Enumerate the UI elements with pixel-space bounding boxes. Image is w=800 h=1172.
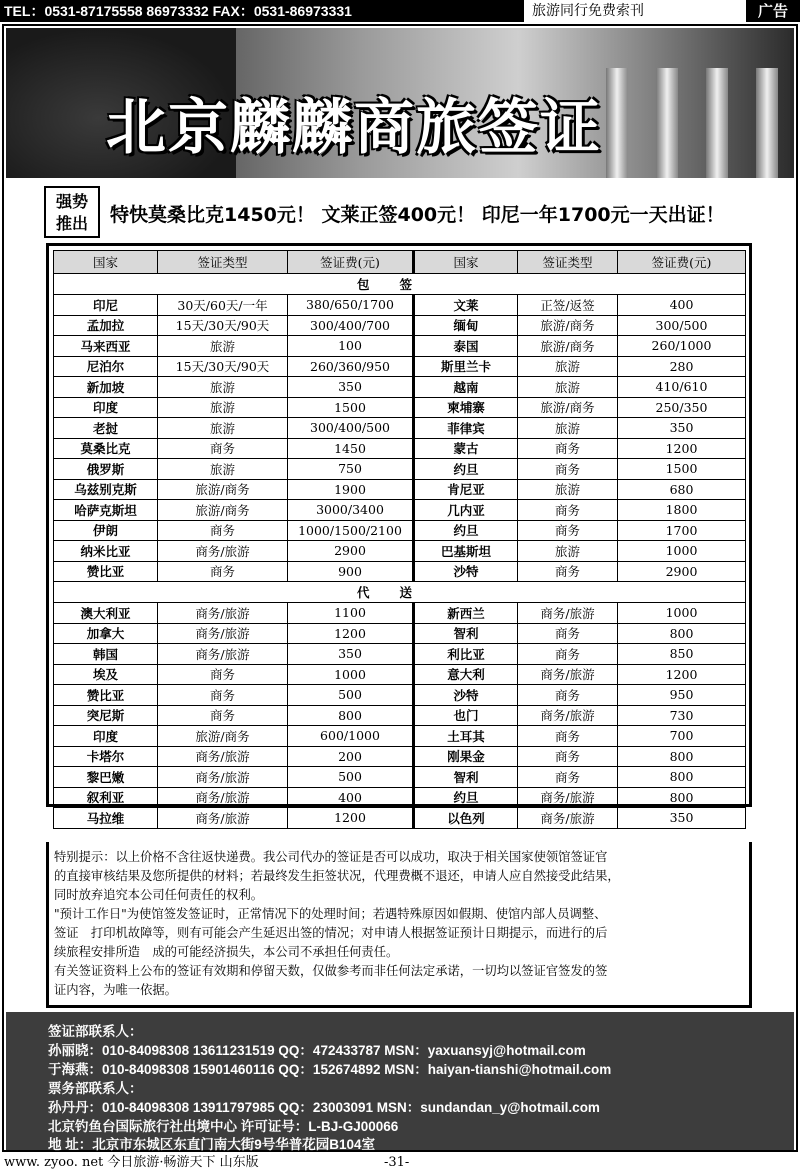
- table-row: [54, 520, 746, 541]
- table-row: [54, 397, 746, 418]
- country-cell: 也门: [414, 705, 518, 726]
- visa-type-cell: 商务/旅游: [158, 746, 288, 767]
- table-header-cell: 签证类型: [158, 251, 288, 274]
- table-row: [54, 705, 746, 726]
- country-cell: 新加坡: [54, 377, 158, 398]
- visa-type-cell: 商务: [158, 438, 288, 459]
- ticket-dept-title: 票务部联系人：: [48, 1081, 143, 1096]
- visa-type-cell: 商务/旅游: [158, 623, 288, 644]
- visa-fee-cell: 1200: [288, 623, 414, 644]
- table-header-cell: 国家: [414, 251, 518, 274]
- visa-type-cell: 商务/旅游: [518, 705, 618, 726]
- country-cell: 莫桑比克: [54, 438, 158, 459]
- visa-type-cell: 商务: [518, 623, 618, 644]
- visa-type-cell: 商务: [518, 685, 618, 706]
- country-cell: 老挝: [54, 418, 158, 439]
- promo-tag: [44, 186, 100, 238]
- visa-fee-cell: 1000: [288, 664, 414, 685]
- visa-type-cell: 商务/旅游: [158, 541, 288, 562]
- visa-fee-cell: 1800: [618, 500, 746, 521]
- table-row: [54, 726, 746, 747]
- column-decoration: [606, 68, 628, 178]
- promo-tag-line1: 强势: [55, 192, 88, 211]
- table-row: [54, 356, 746, 377]
- visa-fee-cell: 500: [288, 767, 414, 788]
- visa-type-cell: 旅游: [518, 479, 618, 500]
- table-row: [54, 479, 746, 500]
- visa-type-cell: 商务: [518, 767, 618, 788]
- visa-type-cell: 商务/旅游: [518, 808, 618, 829]
- section-row: [54, 582, 746, 603]
- country-cell: 蒙古: [414, 438, 518, 459]
- country-cell: 突尼斯: [54, 705, 158, 726]
- visa-type-cell: 旅游/商务: [518, 397, 618, 418]
- visa-type-cell: 旅游: [518, 418, 618, 439]
- visa-type-cell: 旅游/商务: [518, 336, 618, 357]
- table-row: [54, 418, 746, 439]
- visa-fee-cell: 850: [618, 644, 746, 665]
- visa-type-cell: 30天/60天/一年: [158, 295, 288, 316]
- visa-type-cell: 商务: [158, 705, 288, 726]
- table-row: [54, 644, 746, 665]
- visa-type-cell: 商务: [518, 459, 618, 480]
- visa-type-cell: 旅游: [518, 377, 618, 398]
- visa-fee-cell: 800: [618, 767, 746, 788]
- visa-fee-cell: 1450: [288, 438, 414, 459]
- country-cell: 利比亚: [414, 644, 518, 665]
- visa-fee-cell: 800: [618, 746, 746, 767]
- company-address: 地 址：北京市东城区东直门南大街9号华普花园B104室: [48, 1137, 376, 1152]
- country-cell: 约旦: [414, 459, 518, 480]
- table-row: [54, 603, 746, 624]
- visa-fee-cell: 730: [618, 705, 746, 726]
- notes-line: "预计工作日"为使馆签发签证时，正常情况下的处理时间；若遇特殊原因如假期、使馆内部人员调整、: [54, 907, 607, 921]
- visa-fee-cell: 350: [288, 377, 414, 398]
- visa-fee-cell: 1900: [288, 479, 414, 500]
- table-header-cell: 签证类型: [518, 251, 618, 274]
- country-cell: 柬埔寨: [414, 397, 518, 418]
- visa-type-cell: 商务: [518, 500, 618, 521]
- table-header-cell: 签证费(元): [618, 251, 746, 274]
- visa-fee-cell: 300/400/500: [288, 418, 414, 439]
- country-cell: 沙特: [414, 685, 518, 706]
- country-cell: 以色列: [414, 808, 518, 829]
- banner-title: 北京麟麟商旅签证: [106, 93, 602, 163]
- visa-fee-cell: 3000/3400: [288, 500, 414, 521]
- visa-type-cell: 旅游/商务: [158, 500, 288, 521]
- visa-fee-cell: 260/1000: [618, 336, 746, 357]
- country-cell: 印度: [54, 726, 158, 747]
- table-row: [54, 438, 746, 459]
- visa-fee-cell: 2900: [288, 541, 414, 562]
- visa-type-cell: 旅游: [158, 418, 288, 439]
- visa-fee-cell: 400: [288, 787, 414, 808]
- visa-price-table-frame: [46, 243, 752, 826]
- footer-site: www. zyoo. net 今日旅游·畅游天下 山东版: [4, 1155, 259, 1170]
- table-row: [54, 377, 746, 398]
- country-cell: 埃及: [54, 664, 158, 685]
- table-row: [54, 315, 746, 336]
- table-row: [54, 295, 746, 316]
- country-cell: 约旦: [414, 520, 518, 541]
- visa-type-cell: 商务/旅游: [158, 787, 288, 808]
- country-cell: 沙特: [414, 561, 518, 582]
- table-row: [54, 685, 746, 706]
- visa-fee-cell: 1000: [618, 541, 746, 562]
- visa-fee-cell: 280: [618, 356, 746, 377]
- table-row: [54, 808, 746, 829]
- visa-type-cell: 旅游: [158, 377, 288, 398]
- visa-fee-cell: 300/500: [618, 315, 746, 336]
- visa-type-cell: 商务: [518, 746, 618, 767]
- country-cell: 马拉维: [54, 808, 158, 829]
- visa-fee-cell: 800: [618, 787, 746, 808]
- publication-label: 旅游同行免费索刊: [532, 3, 644, 19]
- contact-phone-fax: TEL：0531-87175558 86973332 FAX：0531-86973331: [0, 0, 524, 22]
- visa-contact-1: 孙丽晓：010-84098308 13611231519 QQ：472433787 MSN：yaxuansyj@hotmail.com: [48, 1043, 586, 1058]
- ad-label: 广告: [746, 0, 800, 22]
- country-cell: 几内亚: [414, 500, 518, 521]
- visa-fee-cell: 680: [618, 479, 746, 500]
- visa-fee-cell: 800: [288, 705, 414, 726]
- country-cell: 印度: [54, 397, 158, 418]
- table-header-cell: 国家: [54, 251, 158, 274]
- visa-dept-title: 签证部联系人：: [48, 1024, 143, 1039]
- visa-type-cell: 商务/旅游: [158, 644, 288, 665]
- visa-fee-cell: 400: [618, 295, 746, 316]
- country-cell: 赞比亚: [54, 685, 158, 706]
- country-cell: 巴基斯坦: [414, 541, 518, 562]
- table-header-row: [54, 251, 746, 274]
- country-cell: 刚果金: [414, 746, 518, 767]
- ticket-contact-1: 孙丹丹：010-84098308 13911797985 QQ：23003091 MSN：sundandan_y@hotmail.com: [48, 1100, 600, 1115]
- visa-fee-cell: 350: [618, 808, 746, 829]
- country-cell: 黎巴嫩: [54, 767, 158, 788]
- visa-fee-cell: 300/400/700: [288, 315, 414, 336]
- country-cell: 文莱: [414, 295, 518, 316]
- visa-type-cell: 旅游: [158, 397, 288, 418]
- notes-line: 证内容，为唯一依据。: [54, 983, 177, 997]
- table-row: [54, 787, 746, 808]
- visa-type-cell: 商务/旅游: [518, 664, 618, 685]
- visa-fee-cell: 1500: [288, 397, 414, 418]
- visa-fee-cell: 1200: [618, 664, 746, 685]
- country-cell: 新西兰: [414, 603, 518, 624]
- banner: [6, 28, 794, 178]
- visa-fee-cell: 380/650/1700: [288, 295, 414, 316]
- table-row: [54, 767, 746, 788]
- country-cell: 意大利: [414, 664, 518, 685]
- table-row: [54, 336, 746, 357]
- visa-fee-cell: 1500: [618, 459, 746, 480]
- section-label: 包签: [54, 274, 746, 295]
- visa-fee-cell: 260/360/950: [288, 356, 414, 377]
- visa-fee-cell: 500: [288, 685, 414, 706]
- visa-fee-cell: 410/610: [618, 377, 746, 398]
- section-row: [54, 274, 746, 295]
- country-cell: 哈萨克斯坦: [54, 500, 158, 521]
- visa-fee-cell: 900: [288, 561, 414, 582]
- visa-type-cell: 旅游/商务: [518, 315, 618, 336]
- column-decoration: [656, 68, 678, 178]
- table-row: [54, 459, 746, 480]
- column-decoration: [706, 68, 728, 178]
- visa-contact-2: 于海燕：010-84098308 15901460116 QQ：152674892 MSN：haiyan-tianshi@hotmail.com: [48, 1062, 612, 1077]
- visa-fee-cell: 1200: [618, 438, 746, 459]
- country-cell: 肯尼亚: [414, 479, 518, 500]
- visa-type-cell: 商务: [518, 644, 618, 665]
- visa-type-cell: 15天/30天/90天: [158, 315, 288, 336]
- country-cell: 俄罗斯: [54, 459, 158, 480]
- visa-type-cell: 商务/旅游: [518, 603, 618, 624]
- visa-fee-cell: 200: [288, 746, 414, 767]
- visa-type-cell: 商务/旅游: [158, 603, 288, 624]
- top-bar: [0, 0, 800, 24]
- visa-fee-cell: 1000/1500/2100: [288, 520, 414, 541]
- visa-type-cell: 商务: [158, 561, 288, 582]
- visa-type-cell: 旅游: [158, 459, 288, 480]
- country-cell: 赞比亚: [54, 561, 158, 582]
- visa-fee-cell: 2900: [618, 561, 746, 582]
- visa-fee-cell: 950: [618, 685, 746, 706]
- company-license: 北京钓鱼台国际旅行社出境中心 许可证号：L-BJ-GJ00066: [48, 1119, 399, 1134]
- visa-type-cell: 商务: [158, 664, 288, 685]
- notes-line: 的直接审核结果及您所提供的材料；若最终发生拒签状况，代理费概不退还，申请人应自然接受此结果，: [54, 869, 620, 883]
- country-cell: 智利: [414, 623, 518, 644]
- visa-fee-cell: 1200: [288, 808, 414, 829]
- visa-fee-cell: 350: [618, 418, 746, 439]
- visa-type-cell: 旅游: [518, 356, 618, 377]
- visa-fee-cell: 100: [288, 336, 414, 357]
- notes-line: 签证 打印机故障等，则有可能会产生延迟出签的情况；对申请人根据签证预计日期提示，而进行的后: [54, 926, 608, 940]
- table-row: [54, 664, 746, 685]
- visa-fee-cell: 1100: [288, 603, 414, 624]
- footer: [0, 1154, 800, 1172]
- visa-type-cell: 商务/旅游: [158, 767, 288, 788]
- visa-fee-cell: 750: [288, 459, 414, 480]
- notes-line: 续旅程安排所造 成的可能经济损失，本公司不承担任何责任。: [54, 945, 399, 959]
- visa-type-cell: 商务: [518, 561, 618, 582]
- country-cell: 缅甸: [414, 315, 518, 336]
- notes-line: 有关签证资料上公布的签证有效期和停留天数，仅做参考而非任何法定承诺，一切均以签证官签发的签: [54, 964, 608, 978]
- country-cell: 卡塔尔: [54, 746, 158, 767]
- visa-type-cell: 商务/旅游: [158, 808, 288, 829]
- promo-text: 特快莫桑比克1450元！ 文莱正签400元！ 印尼一年1700元一天出证！: [110, 204, 725, 226]
- visa-fee-cell: 250/350: [618, 397, 746, 418]
- table-row: [54, 746, 746, 767]
- country-cell: 土耳其: [414, 726, 518, 747]
- country-cell: 菲律宾: [414, 418, 518, 439]
- country-cell: 斯里兰卡: [414, 356, 518, 377]
- country-cell: 纳米比亚: [54, 541, 158, 562]
- visa-type-cell: 商务: [518, 438, 618, 459]
- visa-type-cell: 正签/返签: [518, 295, 618, 316]
- column-decoration: [756, 68, 778, 178]
- visa-type-cell: 商务: [518, 520, 618, 541]
- country-cell: 印尼: [54, 295, 158, 316]
- country-cell: 泰国: [414, 336, 518, 357]
- country-cell: 乌兹别克斯: [54, 479, 158, 500]
- table-row: [54, 623, 746, 644]
- table-row: [54, 500, 746, 521]
- country-cell: 尼泊尔: [54, 356, 158, 377]
- section-label: 代送: [54, 582, 746, 603]
- notes-line: 特别提示：以上价格不含往返快递费。我公司代办的签证是否可以成功，取决于相关国家使领馆签证官: [54, 850, 608, 864]
- table-header-cell: 签证费(元): [288, 251, 414, 274]
- promo-tag-line2: 推出: [55, 214, 88, 233]
- visa-type-cell: 旅游/商务: [158, 726, 288, 747]
- visa-fee-cell: 1000: [618, 603, 746, 624]
- visa-price-table: [53, 250, 746, 829]
- country-cell: 智利: [414, 767, 518, 788]
- visa-fee-cell: 800: [618, 623, 746, 644]
- visa-type-cell: 旅游: [158, 336, 288, 357]
- table-row: [54, 541, 746, 562]
- visa-type-cell: 商务: [518, 726, 618, 747]
- page-number: -31-: [384, 1155, 410, 1170]
- visa-fee-cell: 600/1000: [288, 726, 414, 747]
- country-cell: 马来西亚: [54, 336, 158, 357]
- country-cell: 韩国: [54, 644, 158, 665]
- table-row: [54, 561, 746, 582]
- contacts-panel: [6, 1012, 794, 1150]
- country-cell: 约旦: [414, 787, 518, 808]
- visa-type-cell: 商务: [158, 520, 288, 541]
- visa-fee-cell: 700: [618, 726, 746, 747]
- visa-type-cell: 旅游/商务: [158, 479, 288, 500]
- visa-type-cell: 商务/旅游: [518, 787, 618, 808]
- country-cell: 伊朗: [54, 520, 158, 541]
- visa-fee-cell: 1700: [618, 520, 746, 541]
- visa-type-cell: 旅游: [518, 541, 618, 562]
- country-cell: 加拿大: [54, 623, 158, 644]
- country-cell: 越南: [414, 377, 518, 398]
- country-cell: 叙利亚: [54, 787, 158, 808]
- notes-line: 同时放弃追究本公司任何责任的权利。: [54, 888, 264, 902]
- visa-fee-cell: 350: [288, 644, 414, 665]
- visa-type-cell: 商务: [158, 685, 288, 706]
- visa-type-cell: 15天/30天/90天: [158, 356, 288, 377]
- country-cell: 孟加拉: [54, 315, 158, 336]
- country-cell: 澳大利亚: [54, 603, 158, 624]
